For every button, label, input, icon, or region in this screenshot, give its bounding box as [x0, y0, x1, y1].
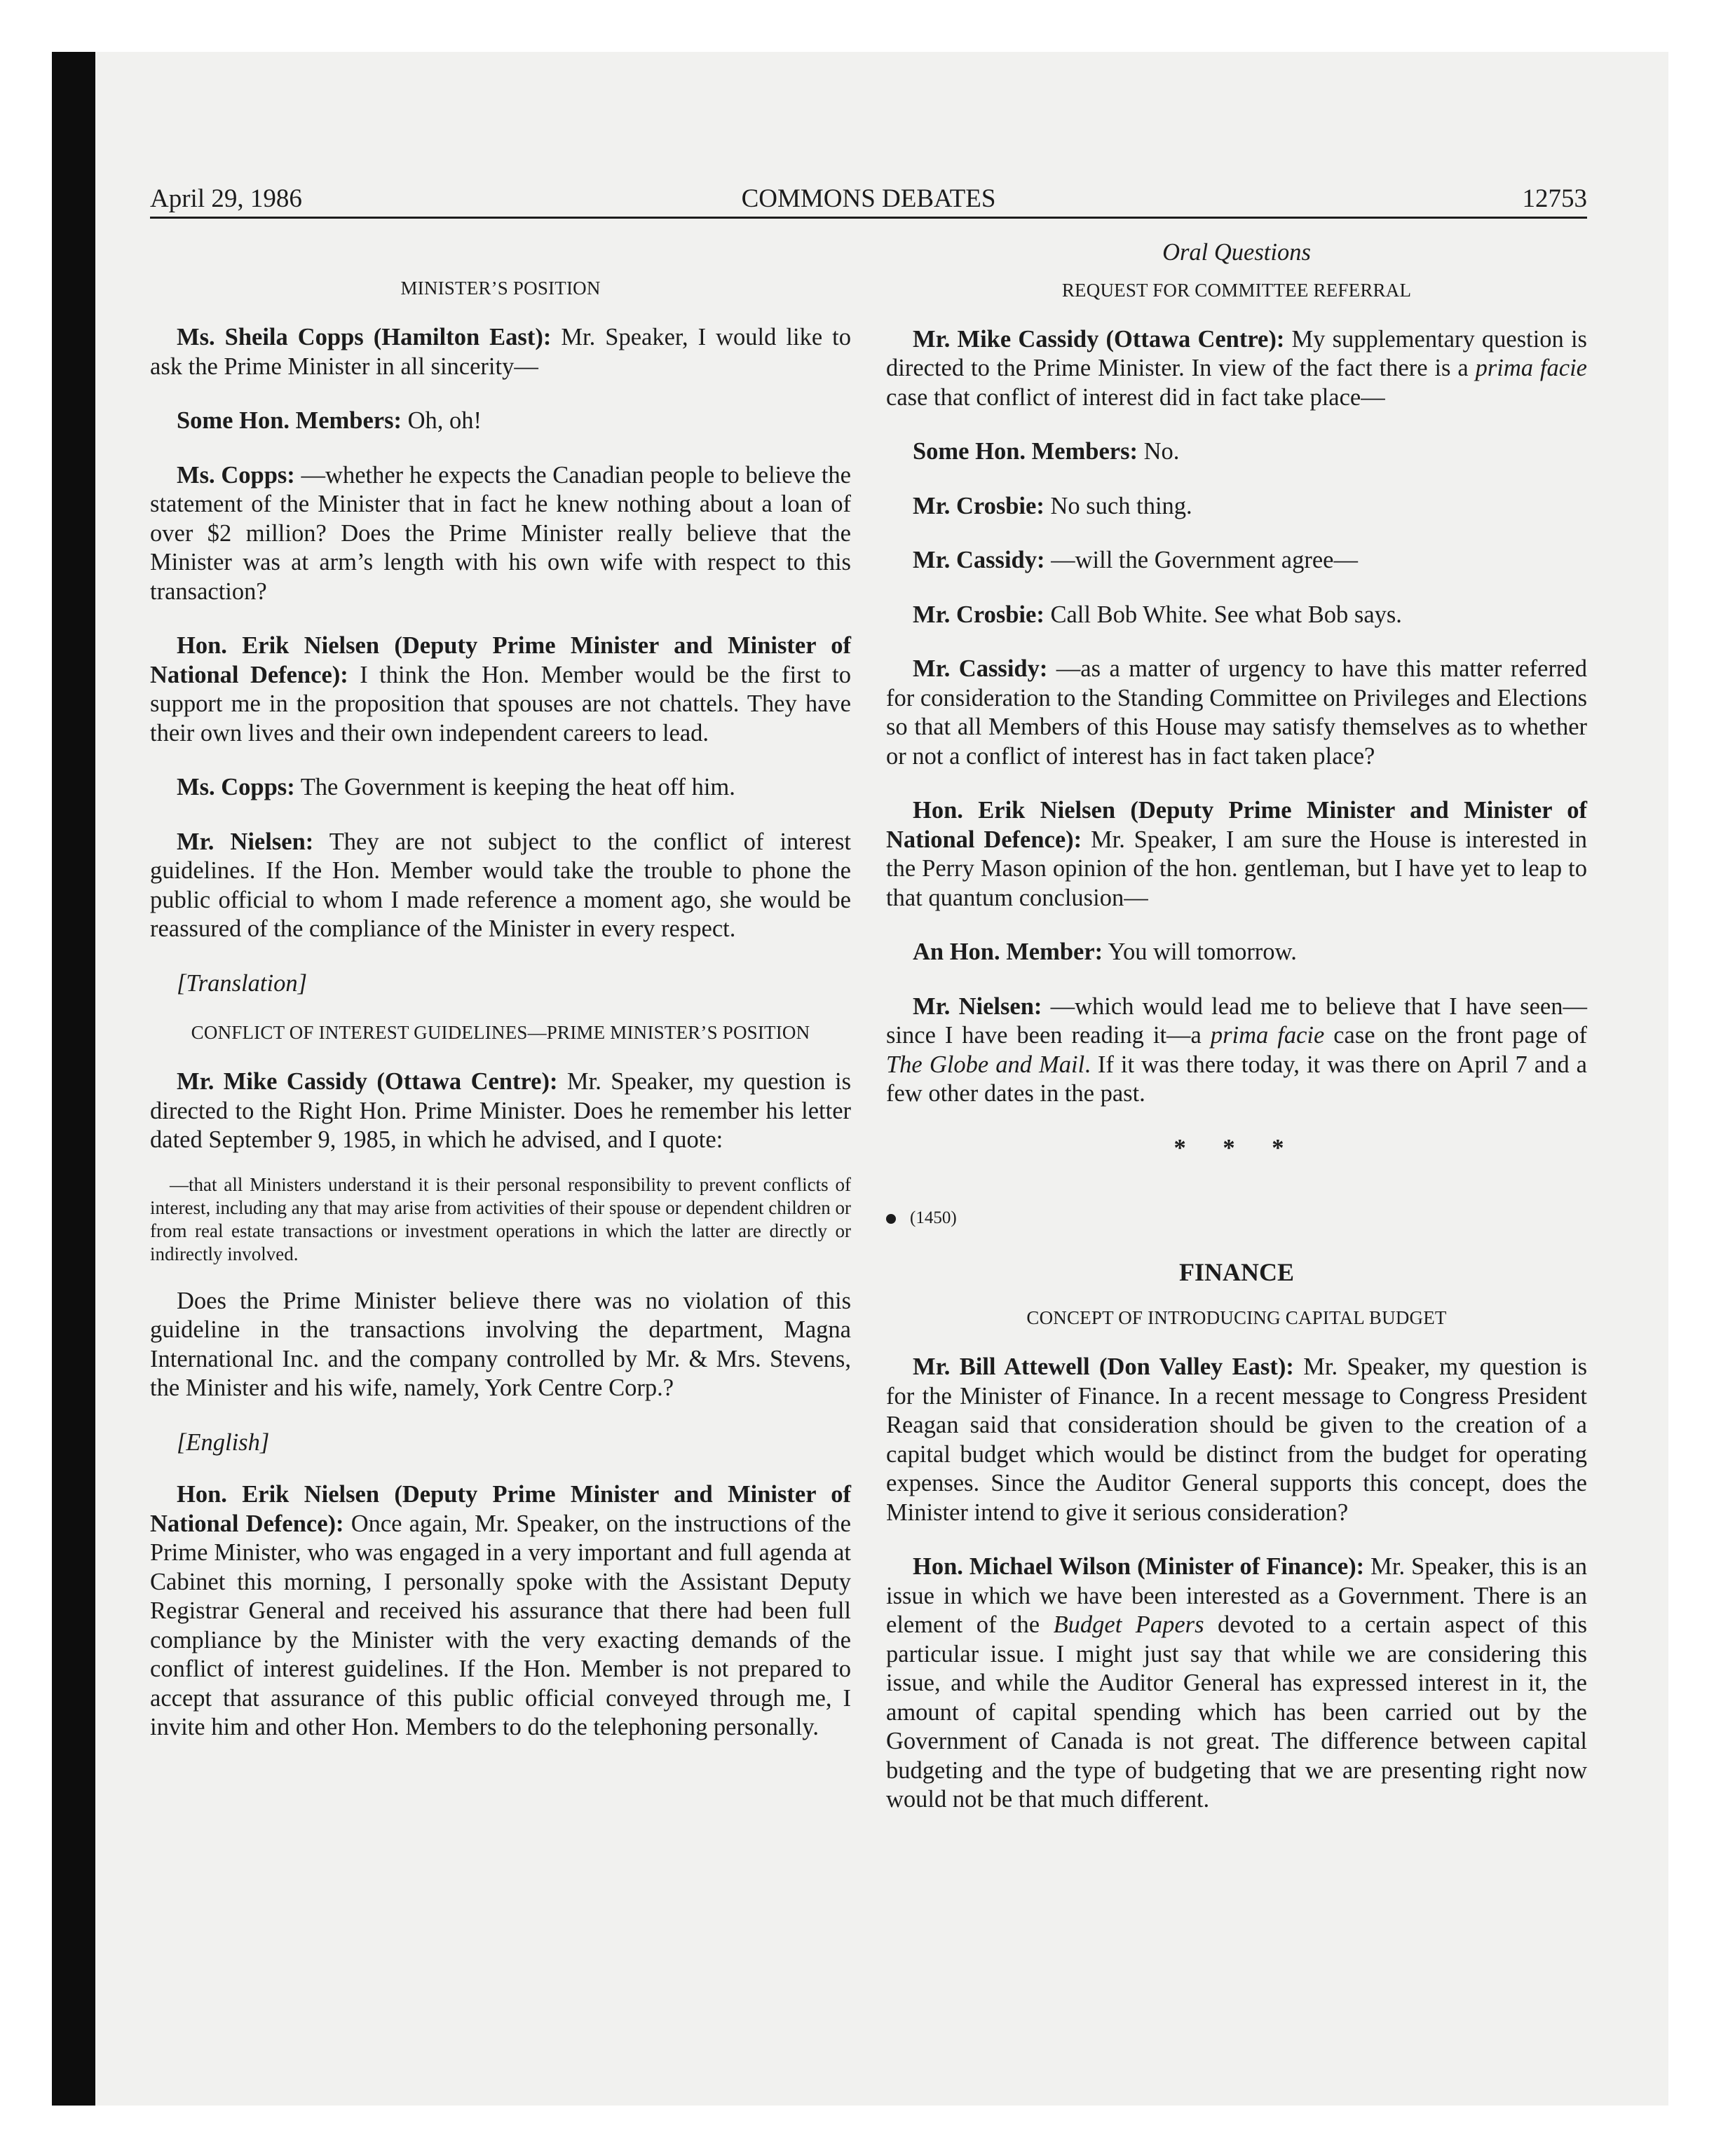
speaker-name: Mr. Nielsen:: [177, 828, 314, 855]
speaker-name: Ms. Sheila Copps (Hamilton East):: [177, 324, 552, 350]
speech-paragraph: [150, 828, 851, 944]
section-heading: CONFLICT OF INTEREST GUIDELINES—PRIME MINISTER’S POSITION: [191, 1022, 810, 1043]
speech-paragraph: [886, 992, 1587, 1109]
speaker-name: Mr. Mike Cassidy (Ottawa Centre):: [913, 325, 1285, 353]
left-column: [150, 277, 851, 1768]
speech-paragraph: [886, 437, 1587, 467]
speech-paragraph: [886, 938, 1587, 967]
speech-paragraph: [886, 655, 1587, 771]
block-quote: —that all Ministers understand it is their personal responsibility to prevent conflicts of interest, including any that may arise from activities of their spouse or dependent children or from real estate transactions or investment operations in which the latter are directly or indirectly involved.: [150, 1173, 851, 1264]
speaker-name: Mr. Nielsen:: [913, 992, 1042, 1020]
speaker-name: Hon. Michael Wilson (Minister of Finance):: [913, 1553, 1365, 1580]
header-rule: [150, 217, 1587, 219]
speech-text: —as a matter of urgency to have this matter referred for consideration to the Standing Committee on Privileges and Elections so that all Members of this House may satisfy themselves as to whether or not a conflict of interest has in fact taken place?: [886, 655, 1587, 770]
section-heading: REQUEST FOR COMMITTEE REFERRAL: [1061, 279, 1412, 301]
speaker-name: Mr. Bill Attewell (Don Valley East):: [913, 1353, 1294, 1380]
speech-paragraph: [886, 546, 1587, 575]
running-section-title: Oral Questions: [1162, 239, 1311, 266]
speech-paragraph: [150, 1067, 851, 1155]
speech-text: The Government is keeping the heat off him.: [294, 774, 735, 800]
speaker-name: Ms. Copps:: [177, 461, 295, 489]
binding-edge-shadow: [52, 52, 95, 2106]
header-page-number: 12753: [1522, 184, 1587, 213]
speech-text: No such thing.: [1044, 492, 1192, 519]
speaker-name: An Hon. Member:: [913, 939, 1103, 965]
speech-paragraph: [150, 1480, 851, 1742]
speaker-name: Hon. Erik Nielsen (Deputy Prime Minister and Minister of National Defence):: [150, 632, 851, 688]
speech-text: Mr. Speaker, my question is directed to the Right Hon. Prime Minister. Does he remember his letter dated September 9, 1985, in which he advised, and I quote:: [150, 1068, 852, 1153]
speaker-name: Ms. Copps:: [177, 774, 295, 800]
header-date: April 29, 1986: [150, 184, 302, 213]
speech-paragraph: [886, 796, 1587, 913]
speaker-name: Mr. Mike Cassidy (Ottawa Centre):: [177, 1068, 558, 1095]
speech-paragraph: [886, 1553, 1587, 1815]
language-note-text: [English]: [177, 1428, 270, 1456]
header-title: COMMONS DEBATES: [741, 184, 996, 213]
speech-paragraph: [150, 407, 851, 436]
subject-heading: FINANCE: [1178, 1257, 1294, 1286]
speech-text: Mr. Speaker, I am sure the House is interested in the Perry Mason opinion of the hon. gentleman, but I have yet to leap to that quantum conclusion—: [886, 826, 1587, 911]
right-column: [886, 238, 1587, 1840]
speaker-name: Some Hon. Members:: [913, 438, 1138, 465]
speaker-name: Mr. Cassidy:: [913, 655, 1048, 682]
speaker-name: Mr. Crosbie:: [913, 601, 1045, 628]
speech-text: Mr. Speaker, my question is for the Minister of Finance. In a recent message to Congress President Reagan said that consideration should be given to the creation of a capital budget which would be distinct from the budget for operating expenses. Since the Auditor General supports this concept, does the Minister intend to give it serious consideration?: [886, 1353, 1587, 1526]
speech-text: My supplementary question is directed to the Prime Minister. In view of the fact there is a prima facie case that conflict of interest did in fact take place—: [886, 325, 1587, 411]
speech-text: Oh, oh!: [401, 407, 482, 434]
speech-text: Call Bob White. See what Bob says.: [1044, 601, 1402, 628]
speaker-name: Hon. Erik Nielsen (Deputy Prime Minister and Minister of National Defence):: [886, 797, 1587, 853]
speech-text: You will tomorrow.: [1103, 939, 1297, 965]
speech-paragraph: [886, 1353, 1587, 1527]
speech-paragraph: [150, 773, 851, 803]
running-header: [150, 184, 1587, 219]
document-page: [150, 0, 1587, 2156]
speech-text: —whether he expects the Canadian people to believe the statement of the Minister that in fact he knew nothing about a loan of over $2 million? Does the Prime Minister really believe that the Minister was at arm’s length with his own wife with respect to this transaction?: [150, 461, 851, 605]
speech-text: They are not subject to the conflict of interest guidelines. If the Hon. Member would take the trouble to phone the public official to whom I made reference a moment ago, she would be reassured of the compliance of the Minister in every respect.: [150, 828, 851, 942]
section-separator: * * *: [1173, 1134, 1300, 1161]
language-note: [150, 1428, 851, 1458]
speech-text: —will the Government agree—: [1045, 547, 1358, 573]
speech-paragraph: [150, 1287, 851, 1403]
speech-text: —which would lead me to believe that I have seen—since I have been reading it—a prima facie case on the front page of The Globe and Mail. If it was there today, it was there on April 7 and a few other dates in the past.: [886, 992, 1587, 1107]
speech-text: Mr. Speaker, I would like to ask the Prime Minister in all sincerity—: [150, 324, 851, 380]
speech-paragraph: [886, 601, 1587, 630]
speech-paragraph: [150, 461, 851, 607]
speech-text: Does the Prime Minister believe there was no violation of this guideline in the transactions involving the department, Magna International Inc. and the company controlled by Mr. & Mrs. Stevens, the Minister and his wife, namely, York Centre Corp.?: [150, 1287, 851, 1401]
speech-paragraph: [150, 323, 851, 381]
speech-paragraph: [886, 325, 1587, 413]
speaker-name: Hon. Erik Nielsen (Deputy Prime Minister and Minister of National Defence):: [150, 1481, 851, 1537]
language-note-text: [Translation]: [177, 969, 307, 997]
section-heading: MINISTER’S POSITION: [400, 278, 601, 299]
language-note: [150, 969, 851, 999]
time-marker-text: (1450): [910, 1208, 957, 1227]
speech-text: No.: [1137, 438, 1180, 465]
bullet-icon: [886, 1214, 896, 1224]
speech-paragraph: [150, 632, 851, 748]
speech-text: Mr. Speaker, this is an issue in which we have been interested as a Government. There is an element of the Budget Papers devoted to a certain aspect of this particular issue. I might just say that while we are considering this issue, and while the Auditor General has expressed interest in it, the amount of capital spending which has been carried out by the Government of Canada is not great. The difference between capital budgeting and the type of budgeting that we are presenting right now would not be that much different.: [886, 1553, 1588, 1813]
speech-text: Once again, Mr. Speaker, on the instructions of the Prime Minister, who was engaged in a very important and full agenda at Cabinet this morning, I personally spoke with the Assistant Deputy Registrar General and received his assurance that there had been full compliance by the Minister with the very exacting demands of the conflict of interest guidelines. If the Hon. Member is not prepared to accept that assurance of this public official conveyed through me, I invite him and other Hon. Members to do the telephoning personally.: [150, 1510, 851, 1740]
section-heading: CONCEPT OF INTRODUCING CAPITAL BUDGET: [1026, 1307, 1447, 1328]
speaker-name: Mr. Crosbie:: [913, 492, 1045, 519]
speech-text: I think the Hon. Member would be the first to support me in the proposition that spouses are not chattels. They have their own lives and their own independent careers to lead.: [150, 661, 851, 746]
speaker-name: Mr. Cassidy:: [913, 547, 1045, 573]
speaker-name: Some Hon. Members:: [177, 407, 402, 434]
time-marker: [886, 1203, 1587, 1233]
speech-paragraph: [886, 492, 1587, 521]
